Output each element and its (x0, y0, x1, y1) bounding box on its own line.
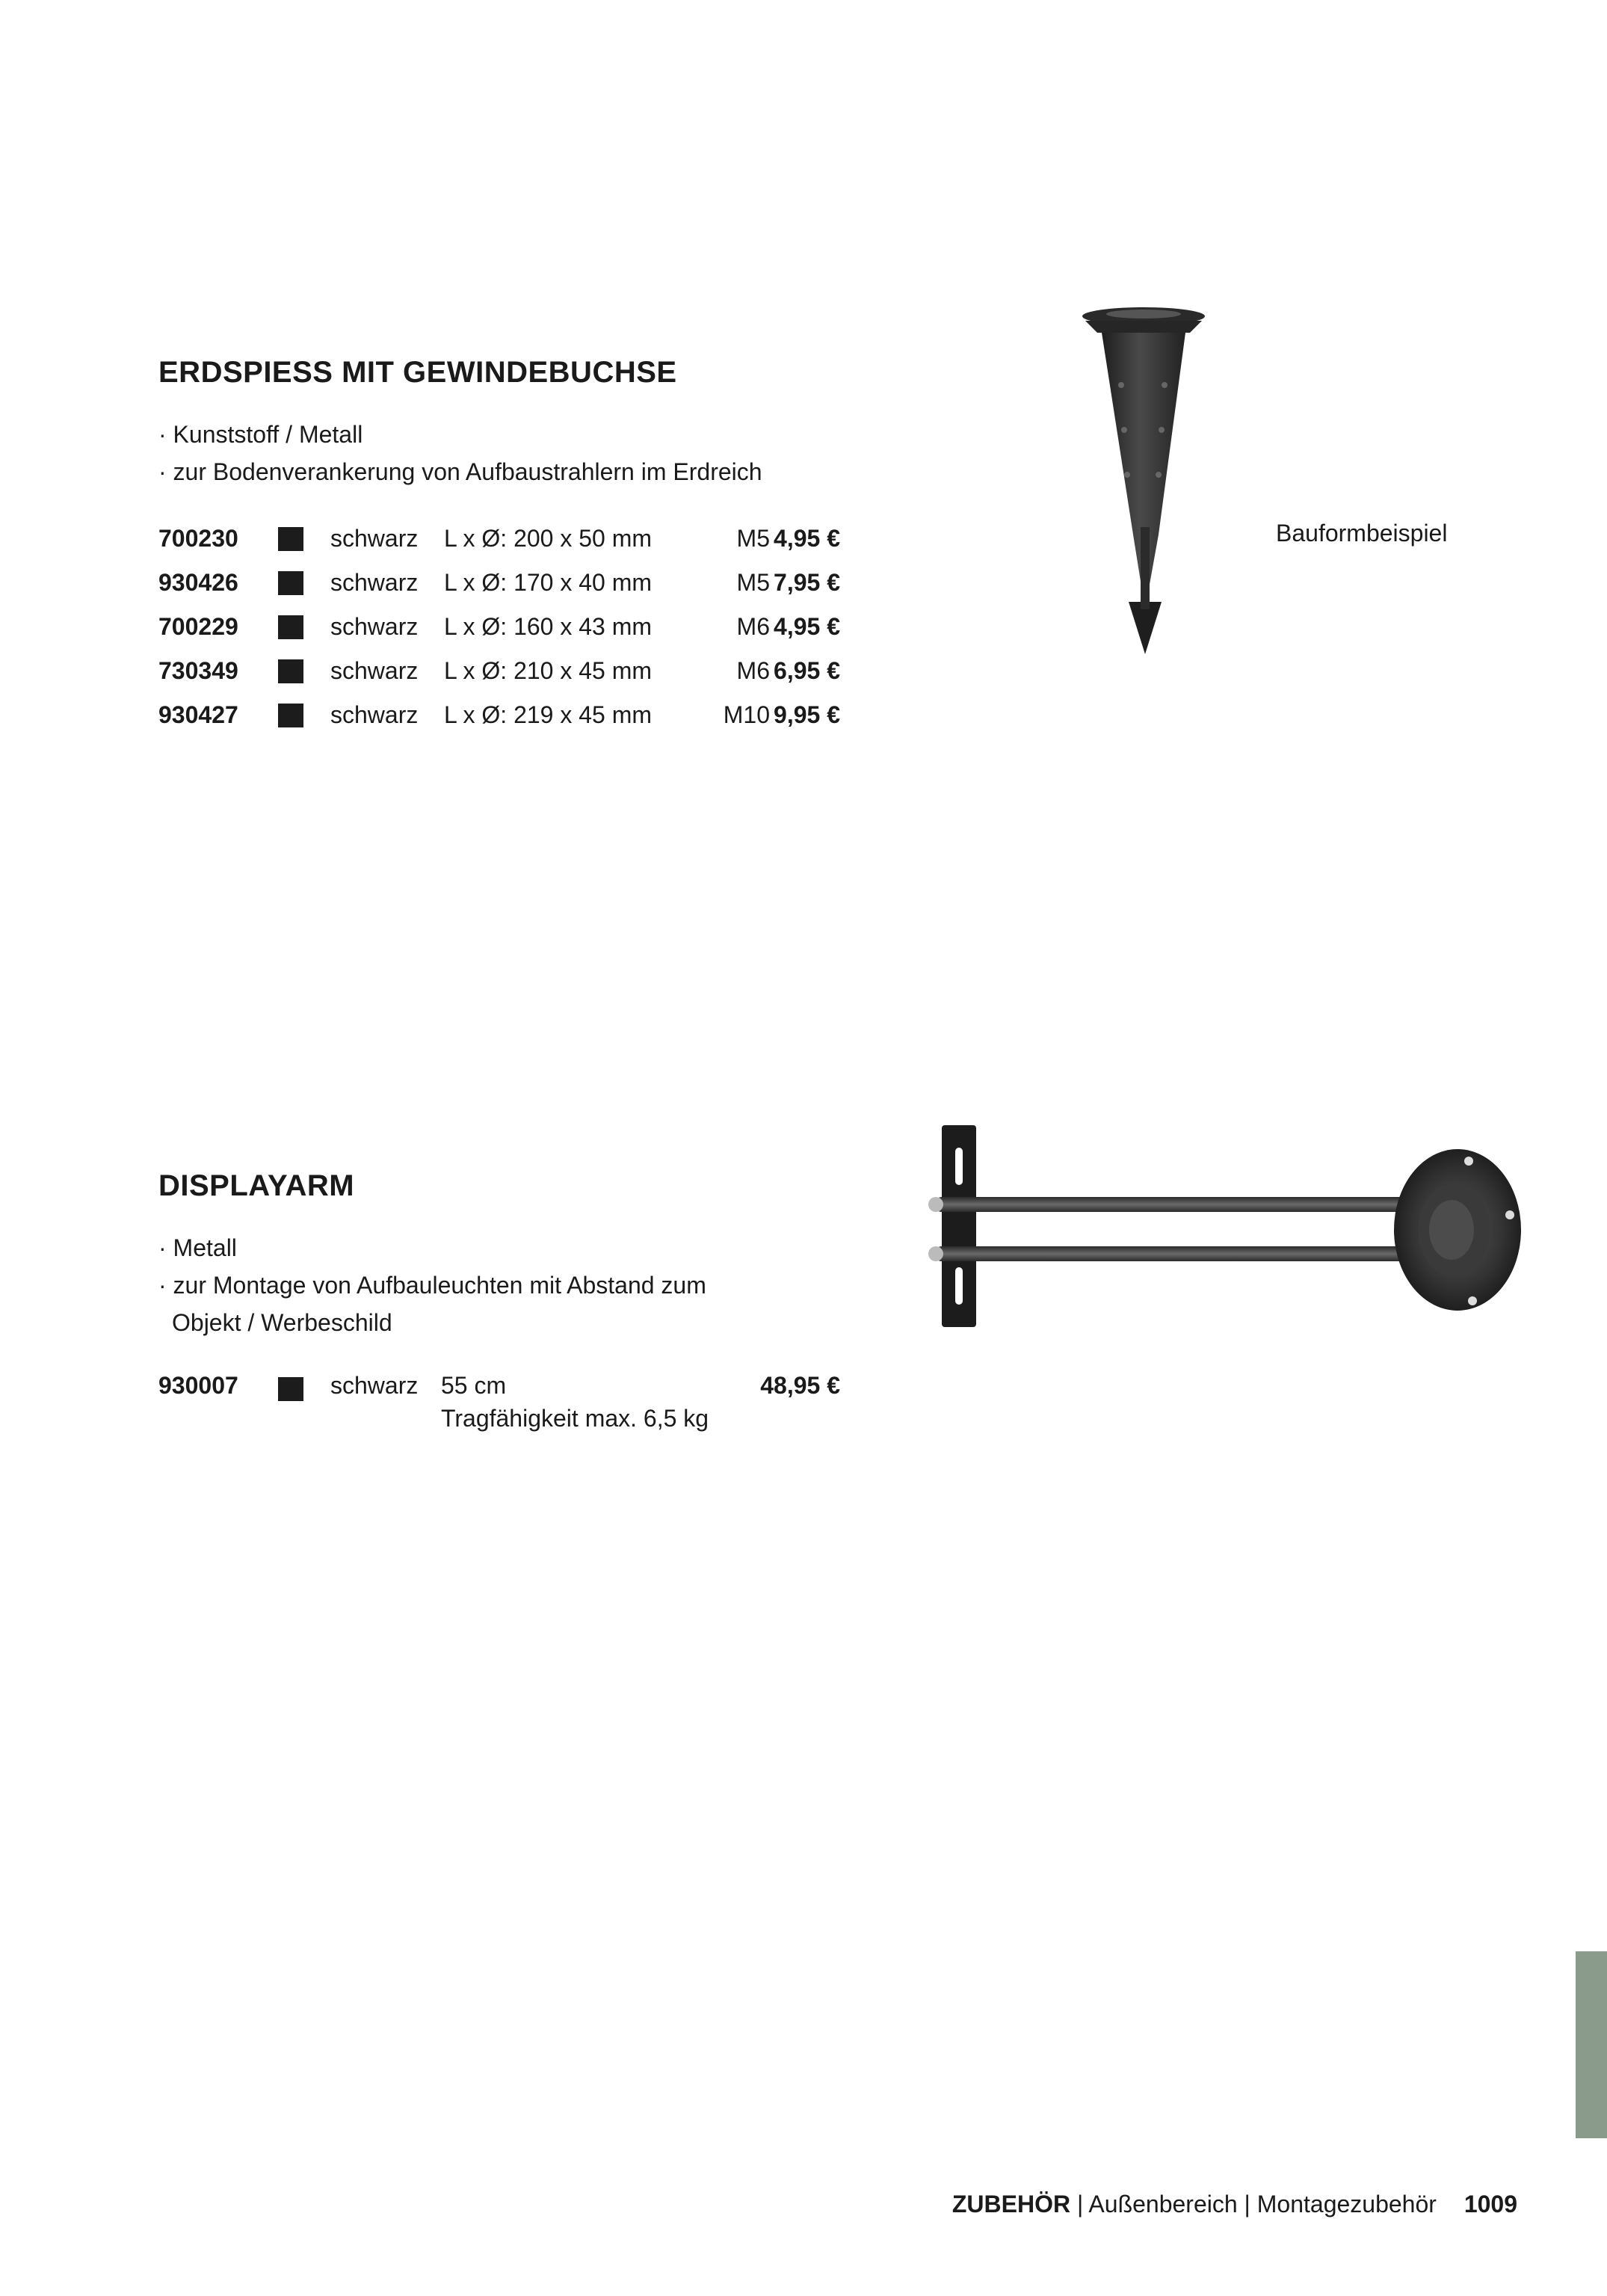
price: 9,95 € (774, 701, 840, 728)
display-arm-icon (919, 1118, 1532, 1342)
page-footer (952, 2191, 1517, 2218)
bullet-usage-continued: Objekt / Werbeschild (172, 1309, 392, 1336)
product-row (158, 1364, 861, 1438)
price: 7,95 € (774, 569, 840, 596)
product-row (158, 561, 861, 604)
price: 6,95 € (774, 657, 840, 684)
dimensions: 55 cm (441, 1372, 507, 1399)
thread-size: M6 (736, 657, 770, 684)
color-label: schwarz (330, 657, 419, 684)
dimensions: L x Ø: 219 x 45 mm (444, 701, 653, 728)
price: 4,95 € (774, 525, 840, 552)
bullet-material: · Metall (158, 1234, 237, 1261)
color-swatch (278, 659, 303, 683)
color-swatch (278, 1377, 303, 1401)
product-row (158, 693, 861, 736)
footer-separator: | (1076, 2191, 1084, 2217)
footer-subcategory: Außenbereich (1088, 2191, 1238, 2217)
thread-size: M5 (736, 525, 770, 552)
footer-separator: | (1244, 2191, 1250, 2217)
bullet-usage: · zur Bodenverankerung von Aufbaustrahlern im Erdreich (158, 458, 762, 485)
product-row (158, 605, 861, 648)
dimensions: L x Ø: 160 x 43 mm (444, 613, 653, 640)
price: 4,95 € (774, 613, 840, 640)
dimensions: L x Ø: 170 x 40 mm (444, 569, 653, 596)
dimensions: L x Ø: 210 x 45 mm (444, 657, 653, 684)
load-capacity: Tragfähigkeit max. 6,5 kg (441, 1405, 709, 1432)
article-number: 700229 (158, 613, 238, 640)
article-number: 930427 (158, 701, 238, 728)
dimensions: L x Ø: 200 x 50 mm (444, 525, 653, 552)
section-title-displayarm: DISPLAYARM (158, 1169, 355, 1202)
article-number: 930007 (158, 1372, 238, 1399)
thread-size: M5 (736, 569, 770, 596)
thread-size: M10 (723, 701, 770, 728)
color-label: schwarz (330, 569, 419, 596)
color-label: schwarz (330, 525, 419, 552)
ground-spike-icon (1069, 303, 1218, 662)
color-swatch (278, 704, 303, 727)
color-label: schwarz (330, 701, 419, 728)
article-number: 730349 (158, 657, 238, 684)
price: 48,95 € (760, 1372, 840, 1399)
section-title-erdspiess: ERDSPIESS MIT GEWINDEBUCHSE (158, 356, 677, 389)
image-caption: Bauformbeispiel (1276, 520, 1448, 547)
footer-category: ZUBEHÖR (951, 2191, 1071, 2217)
color-swatch (278, 571, 303, 595)
chapter-tab (1576, 1951, 1607, 2138)
article-number: 700230 (158, 525, 238, 552)
color-label: schwarz (330, 1372, 419, 1399)
page-number: 1009 (1463, 2191, 1517, 2217)
color-swatch (278, 527, 303, 551)
product-row (158, 517, 861, 560)
article-number: 930426 (158, 569, 238, 596)
color-label: schwarz (330, 613, 419, 640)
bullet-material: · Kunststoff / Metall (158, 421, 363, 448)
footer-subcategory: Montagezubehör (1256, 2191, 1437, 2217)
color-swatch (278, 615, 303, 639)
thread-size: M6 (736, 613, 770, 640)
product-row (158, 649, 861, 692)
bullet-usage: · zur Montage von Aufbauleuchten mit Abstand zum (158, 1272, 706, 1299)
